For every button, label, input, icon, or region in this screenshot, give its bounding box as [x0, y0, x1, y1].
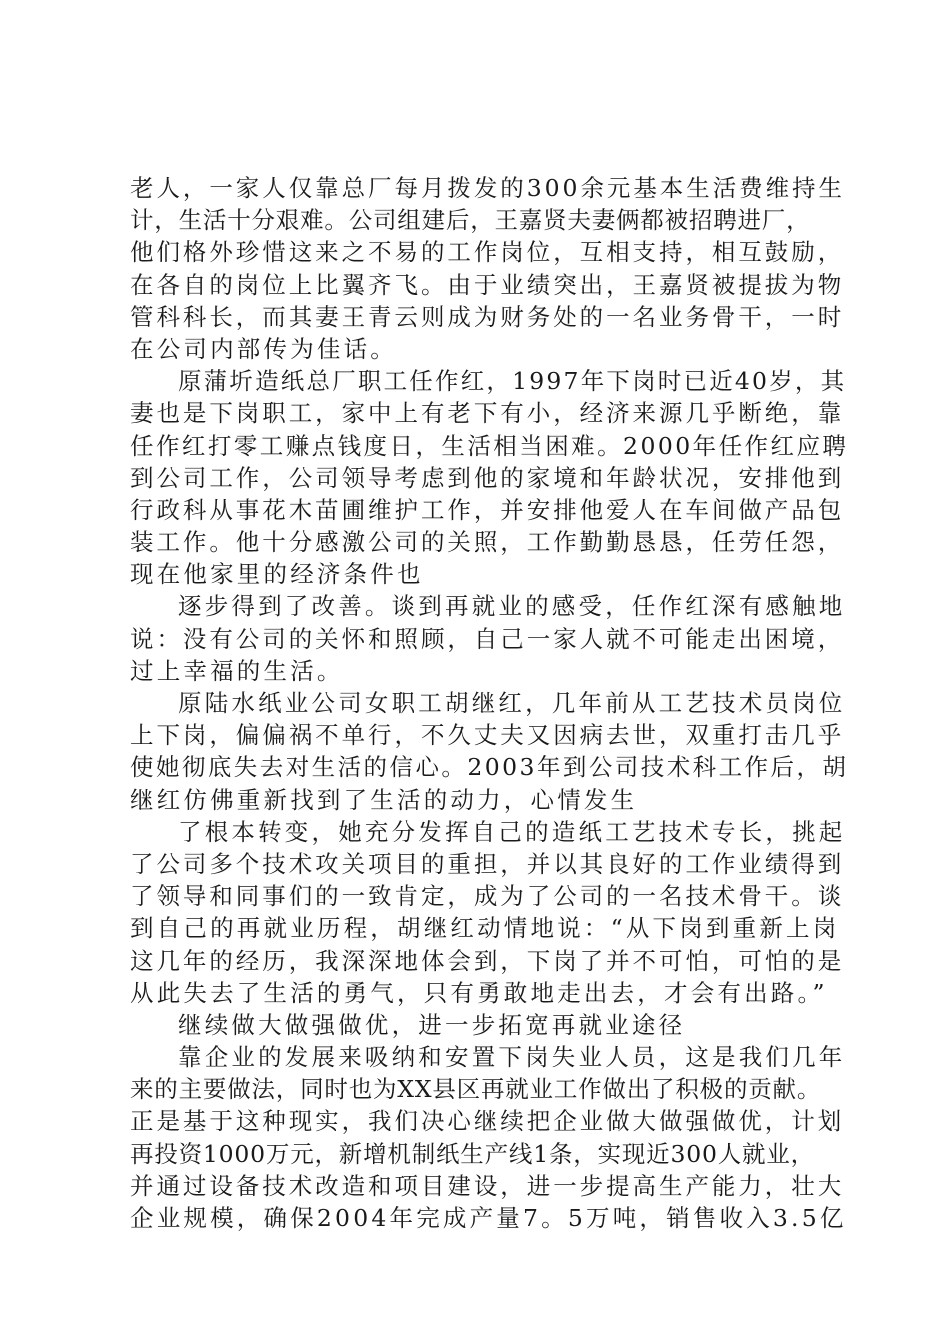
text-line: 在公司内部传为佳话。: [130, 334, 397, 363]
text-line: 在各自的岗位上比翼齐飞。由于业绩突出，王嘉贤被提拔为物: [130, 270, 845, 299]
text-line: 说：没有公司的关怀和照顾，自己一家人就不可能走出困境，: [130, 624, 845, 653]
text-line: 原陆水纸业公司女职工胡继红，几年前从工艺技术员岗位: [178, 689, 846, 717]
text-line: 老人，一家人仅靠总厂每月拨发的300余元基本生活费维持生: [130, 174, 845, 202]
text-line: 了公司多个技术攻关项目的重担，并以其良好的工作业绩得到: [130, 849, 845, 878]
text-line: 原蒲圻造纸总厂职工任作红，1997年下岗时已近40岁，其: [178, 367, 847, 396]
text-line: 了领导和同事们的一致肯定，成为了公司的一名技术骨干。谈: [130, 882, 845, 911]
text-line: 靠企业的发展来吸纳和安置下岗失业人员，这是我们几年: [178, 1043, 846, 1072]
text-line: 了根本转变，她充分发挥自己的造纸工艺技术专长，挑起: [178, 817, 846, 846]
text-line: 妻也是下岗职工，家中上有老下有小，经济来源几乎断绝，靠: [130, 399, 845, 428]
text-line: 计，生活十分艰难。公司组建后，王嘉贤夫妻俩都被招聘进厂，: [130, 206, 811, 235]
text-line: 企业规模，确保2004年完成产量7。5万吨，销售收入3.5亿: [130, 1204, 847, 1232]
text-line: 这几年的经历，我深深地体会到，下岗了并不可怕，可怕的是: [130, 946, 845, 975]
text-line: 使她彻底失去对生活的信心。2003年到公司技术科工作后，胡: [130, 753, 849, 782]
text-line: 来的主要做法，同时也为XX县区再就业工作做出了积极的贡献。: [130, 1075, 822, 1104]
text-line: 并通过设备技术改造和项目建设，进一步提高生产能力，壮大: [130, 1171, 845, 1200]
text-line: 装工作。他十分感激公司的关照，工作勤勤恳恳，任劳任怨，: [130, 528, 845, 557]
text-line: 逐步得到了改善。谈到再就业的感受，任作红深有感触地: [178, 592, 846, 621]
text-line: 行政科从事花木苗圃维护工作，并安排他爱人在车间做产品包: [130, 495, 845, 524]
document-body: [130, 172, 849, 1234]
text-line: 再投资1000万元，新增机制纸生产线1条，实现近300人就业，: [130, 1139, 815, 1168]
text-line: 管科科长，而其妻王青云则成为财务处的一名业务骨干，一时: [130, 302, 845, 331]
section-heading: 继续做大做强做优，进一步拓宽再就业途径: [178, 1010, 686, 1039]
text-line: 继红仿佛重新找到了生活的动力，心情发生: [130, 785, 638, 814]
text-line: 到公司工作，公司领导考虑到他的家境和年龄状况，安排他到: [130, 463, 845, 492]
text-line: 从此失去了生活的勇气，只有勇敢地走出去，才会有出路。”: [130, 978, 828, 1007]
text-line: 上下岗，偏偏祸不单行，不久丈夫又因病去世，双重打击几乎: [130, 721, 845, 750]
text-line: 任作红打零工赚点钱度日，生活相当困难。2000年任作红应聘: [130, 431, 849, 460]
text-line: 正是基于这种现实，我们决心继续把企业做大做强做优，计划: [130, 1107, 845, 1136]
text-line: 到自己的再就业历程，胡继红动情地说：“从下岗到重新上岗: [130, 914, 840, 943]
text-line: 他们格外珍惜这来之不易的工作岗位，互相支持，相互鼓励，: [130, 238, 845, 267]
text-line: 过上幸福的生活。: [130, 656, 344, 685]
text-line: 现在他家里的经济条件也: [130, 560, 424, 589]
